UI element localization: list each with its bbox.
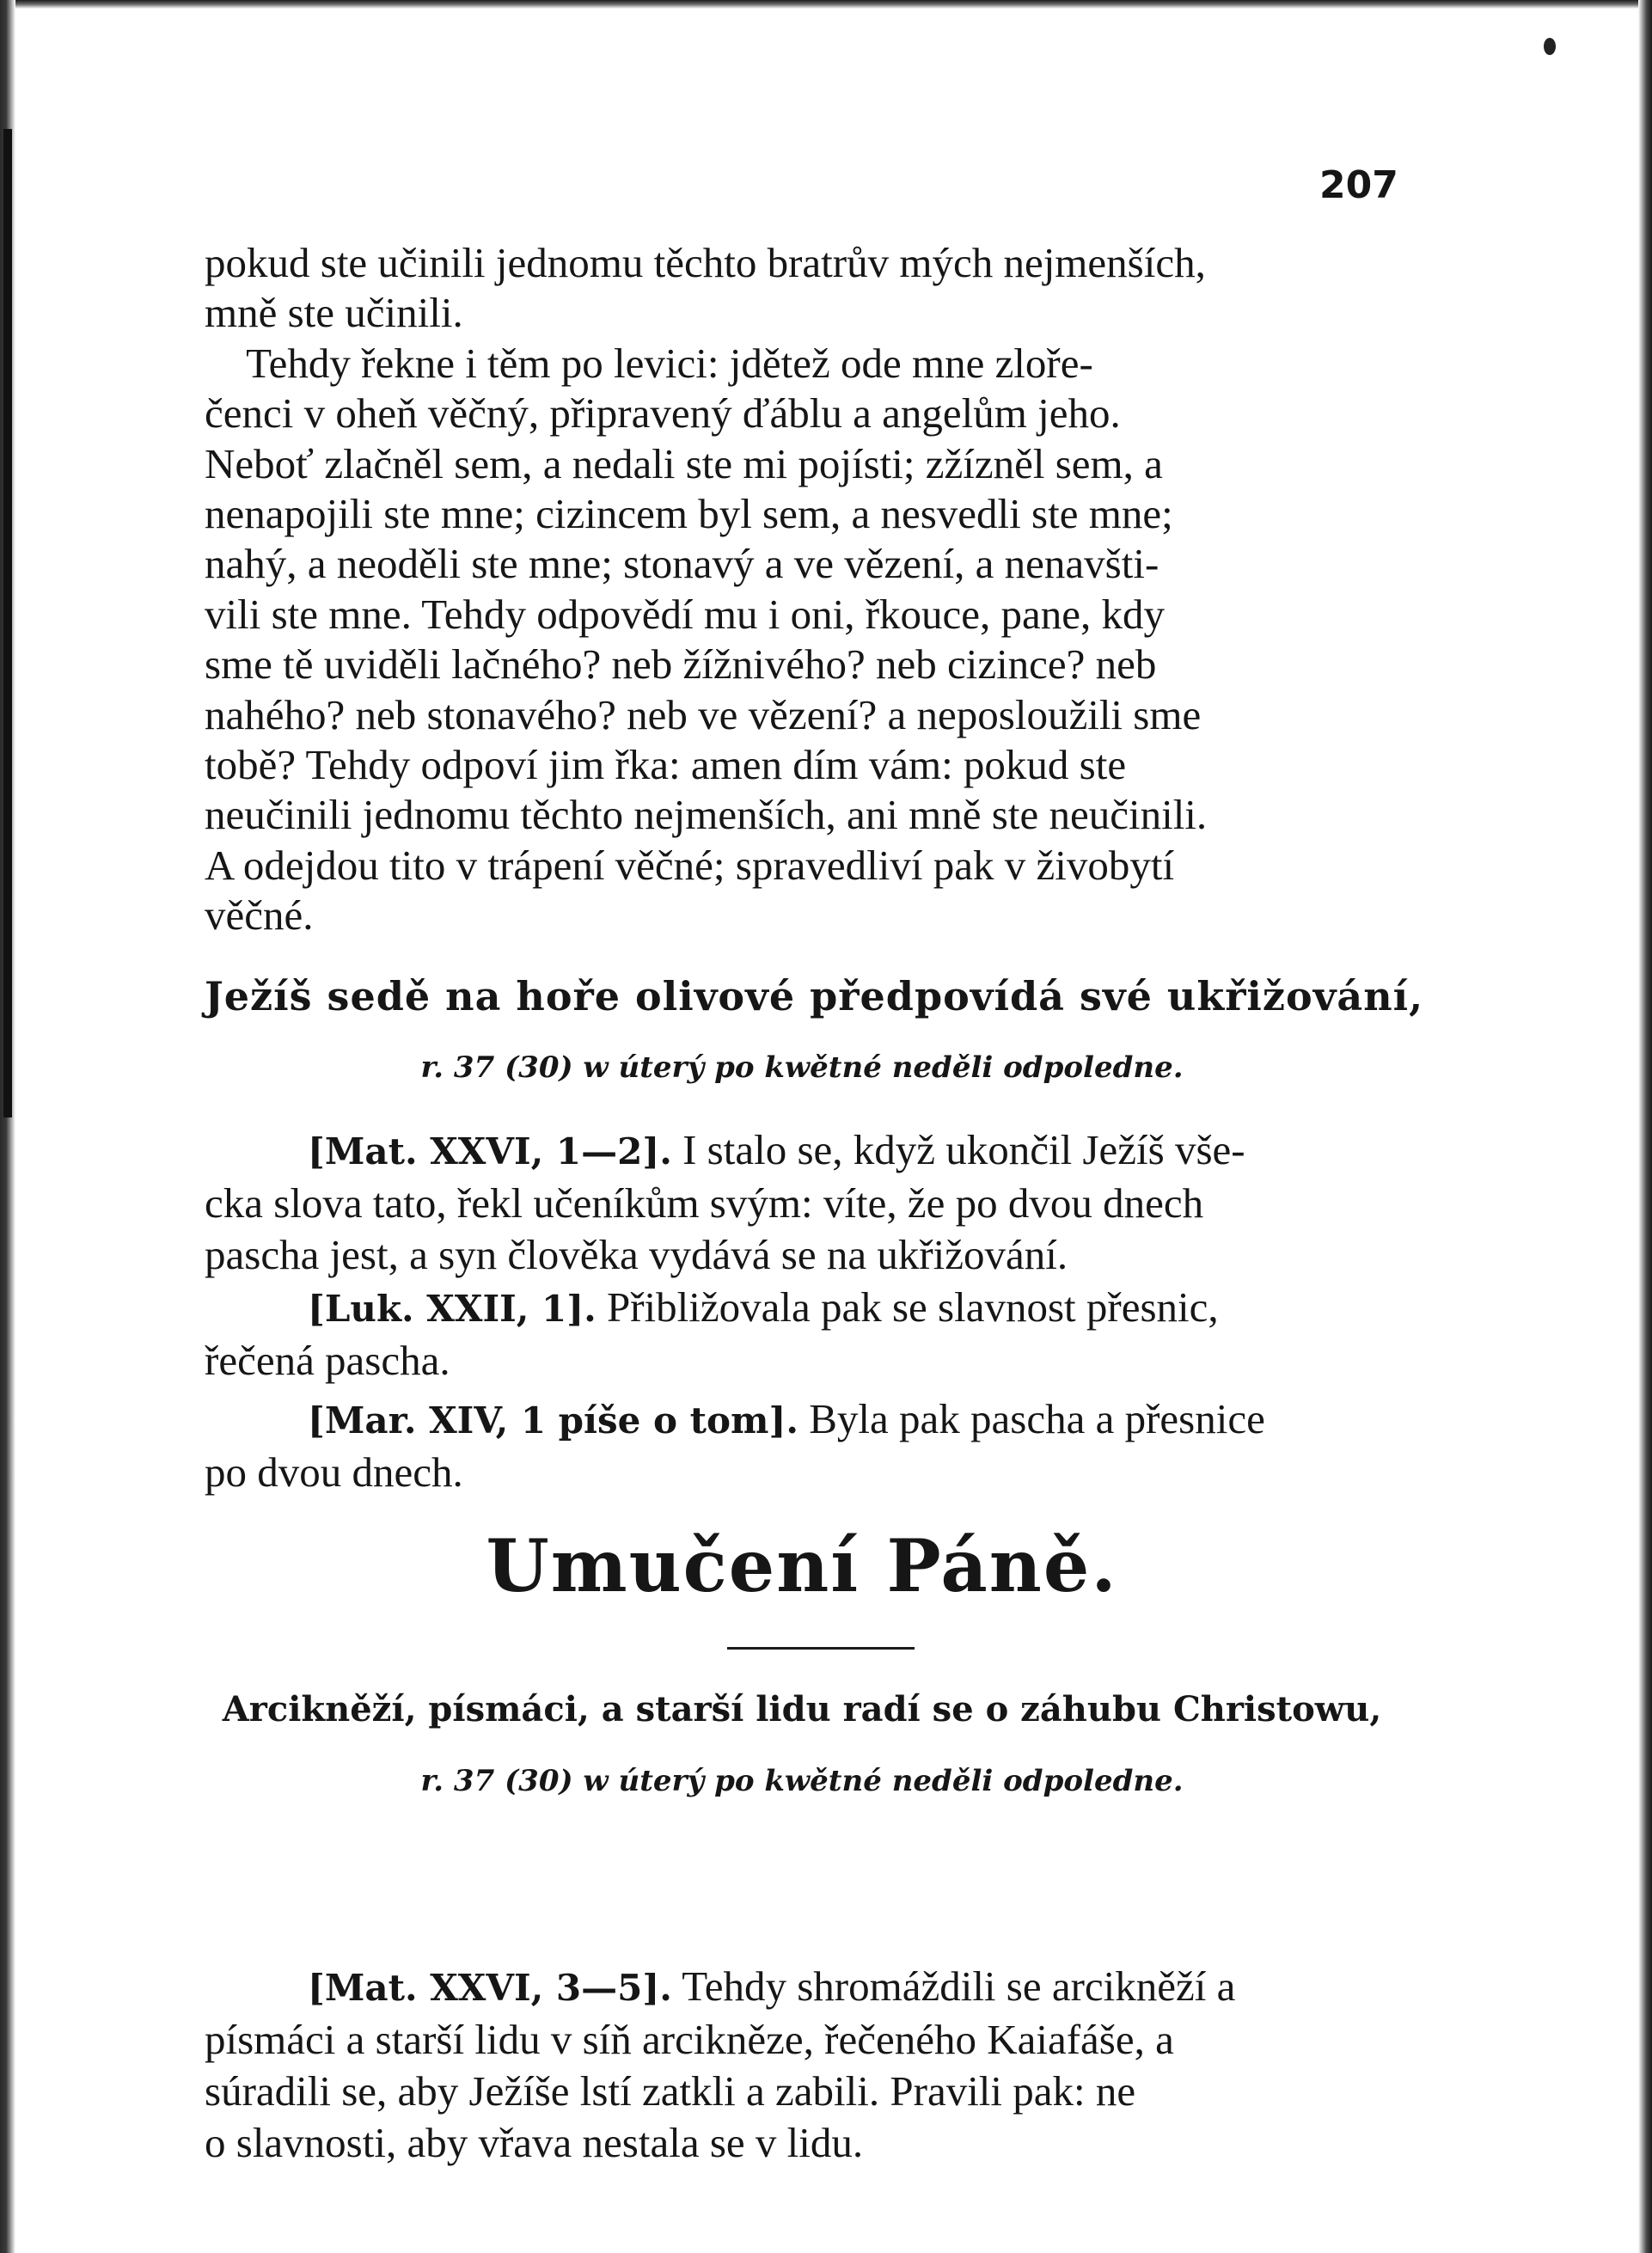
text-line: mně ste učinili. (205, 289, 463, 337)
text-line: věčné. (205, 891, 314, 940)
text-line: písmáci a starší lidu v síň arcikněze, řečeného Kaiafáše, a (205, 2016, 1174, 2063)
text-fragment: Přibližovala pak se slavnost přesnic, (606, 1283, 1219, 1331)
paragraph-block-4 (205, 1393, 1399, 1498)
text-line (205, 1124, 1399, 1178)
scripture-reference: [Mar. XIV, 1 píše o tom]. (308, 1399, 798, 1442)
binding-shadow (3, 129, 12, 1117)
scan-edge-top (0, 0, 1652, 9)
section-subheading: r. 37 (30) w úterý po kwětné neděli odpoledne. (420, 1050, 1184, 1085)
chapter-title: Umučení Páně. (486, 1523, 1118, 1608)
section-heading: Ježíš sedě na hoře olivové předpovídá své ukřižování, (205, 973, 1424, 1019)
ink-speck (1544, 38, 1556, 55)
page-number: 207 (1319, 163, 1398, 207)
text-line: nenapojili ste mne; cizincem byl sem, a nesvedli ste mne; (205, 490, 1173, 538)
text-line: neučinili jednomu těchto nejmenších, ani mně ste neučinili. (205, 791, 1208, 839)
text-fragment: Byla pak pascha a přesnice (809, 1395, 1265, 1442)
text-line: po dvou dnech. (205, 1448, 463, 1496)
text-line: Tehdy řekne i těm po levici: jdětež ode mne zlоře- (205, 339, 1093, 387)
text-line: súradili se, aby Ježíše lstí zatkli a zabili. Pravili pak: ne (205, 2067, 1136, 2115)
text-line: Neboť zlačněl sem, a nedali ste mi pojísti; zžízněl sem, a (205, 439, 1163, 487)
text-line: pascha jest, a syn člověka vydává se na ukřižování. (205, 1231, 1068, 1278)
text-line: nahý, a neoděli ste mne; stonavý a ve vězení, a nenavšti- (205, 540, 1159, 588)
section-heading: Arcikněží, písmáci, a starší lidu radí se o záhubu Christowu, (222, 1689, 1382, 1730)
text-line (205, 1393, 1399, 1447)
text-fragment: Tehdy shromáždili se arcikněží a (682, 1962, 1236, 2010)
scripture-reference: [Mat. XXVI, 1—2]. (308, 1130, 672, 1172)
text-line: pokud ste učinili jednomu těchto bratrův mých nejmenších, (205, 239, 1206, 286)
text-line: řečená pascha. (205, 1337, 450, 1384)
text-line: A odejdou tito v trápení věčné; spravedliví pak v živobytí (205, 841, 1175, 889)
paragraph-block-2 (205, 1124, 1399, 1281)
text-line: o slavnosti, aby vřava nestala se v lidu. (205, 2119, 864, 2166)
scan-edge-right (1638, 0, 1652, 2253)
paragraph-block-3 (205, 1282, 1399, 1387)
scripture-reference: [Mat. XXVI, 3—5]. (308, 1967, 672, 2009)
scripture-reference: [Luk. XXII, 1]. (308, 1288, 597, 1330)
text-line: sme tě uviděli lačného? neb žížnivého? neb cizince? neb (205, 640, 1157, 689)
text-line (205, 1961, 1399, 2014)
divider-rule (727, 1647, 915, 1650)
text-fragment: I stalo se, když ukončil Ježíš vše- (682, 1126, 1245, 1173)
paragraph-block-1 (205, 238, 1399, 941)
paragraph-block-5 (205, 1961, 1399, 2169)
text-line: čenci v oheň věčný, připravený ďáblu a angelům jeho. (205, 389, 1121, 438)
text-line: nahého? neb stonavého? neb ve vězení? a neposloužili sme (205, 690, 1202, 738)
text-line: cka slova tato, řekl učeníkům svým: víte, že po dvou dnech (205, 1179, 1204, 1227)
text-line: vili ste mne. Tehdy odpovědí mu i oni, řkouce, pane, kdy (205, 590, 1166, 638)
section-subheading: r. 37 (30) w úterý po kwětné neděli odpoledne. (420, 1764, 1184, 1798)
text-line (205, 1282, 1399, 1335)
text-line: tobě? Tehdy odpoví jim řka: amen dím vám: pokud ste (205, 741, 1127, 789)
